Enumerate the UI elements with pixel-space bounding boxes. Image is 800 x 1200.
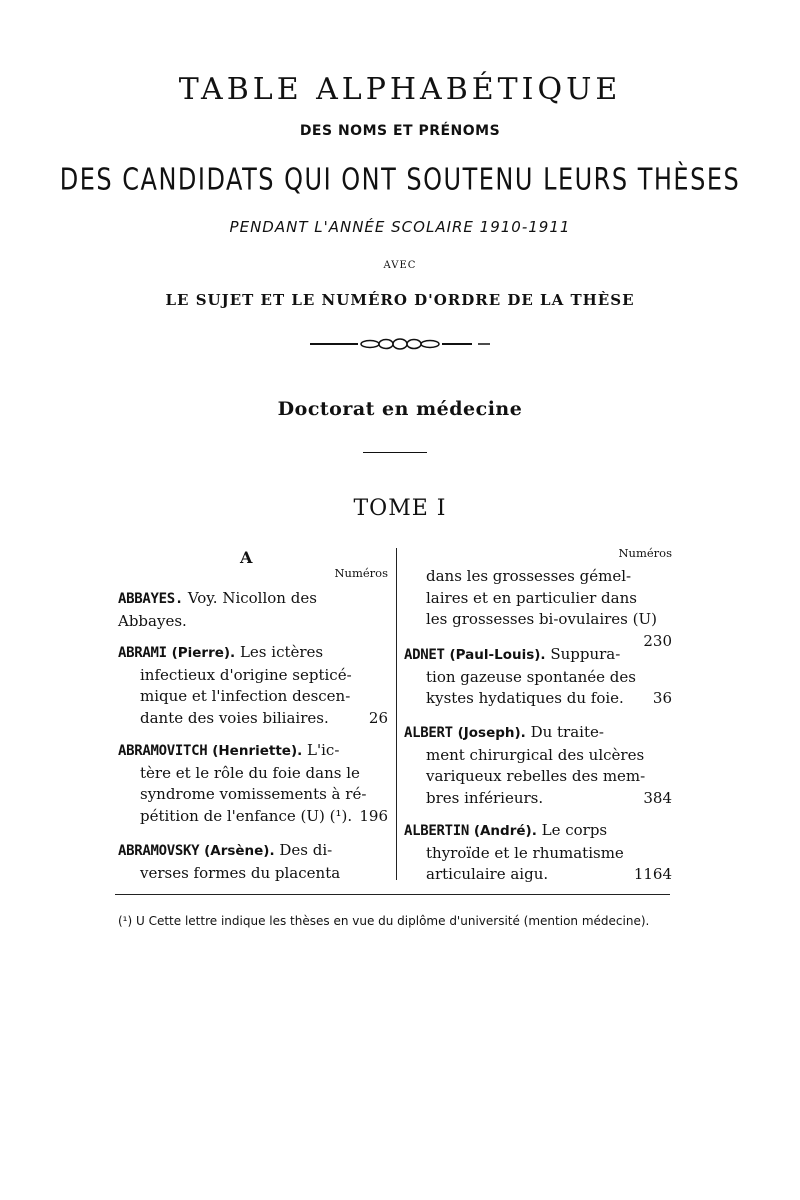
entry-first-name: (Pierre). [171, 645, 236, 661]
entry-text: syndrome vomissements à ré- [140, 785, 367, 803]
ornament-icon [300, 333, 500, 355]
entry-albertin [404, 820, 672, 886]
entry-name: ABRAMI [118, 645, 167, 661]
ornament-divider [0, 333, 800, 360]
entry-first-name: (Henriette). [212, 743, 303, 759]
entry-text: Le corps [541, 821, 608, 839]
subtitle-names: DES NOMS ET PRÉNOMS [299, 123, 501, 139]
entry-text: verses formes du placenta [140, 863, 341, 882]
letter-heading: A [240, 548, 253, 567]
entry-text: Du traite- [530, 723, 604, 741]
entry-text: infectieux d'origine septicé- [140, 665, 352, 684]
entry-number: 26 [368, 708, 388, 727]
footnote-rule [115, 894, 670, 895]
entry-abramovsky-continued [404, 566, 672, 652]
entry-text: bres inférieurs. [426, 788, 544, 807]
entry-text: variqueux rebelles des mem- [426, 767, 646, 785]
entry-name: ABRAMOVSKY [118, 843, 200, 859]
entry-name: ABRAMOVITCH [118, 743, 208, 759]
entry-number: 196 [359, 806, 388, 825]
section-heading: Doctorat en médecine [277, 398, 523, 420]
entry-abbayes [118, 588, 388, 632]
entry-name: ALBERT [404, 725, 453, 741]
entry-abramovitch [118, 740, 388, 827]
entry-name: ABBAYES. [118, 591, 184, 607]
entry-adnet [404, 644, 672, 710]
entry-text: pétition de l'enfance (U) (¹). [140, 806, 353, 825]
numeros-label-left: Numéros [334, 566, 388, 580]
section-rule [363, 452, 427, 453]
subtitle-year: PENDANT L'ANNÉE SCOLAIRE 1910-1911 [229, 218, 571, 236]
entry-first-name: (André). [473, 823, 537, 839]
entry-first-name: (Arsène). [204, 843, 275, 859]
entry-name: ADNET [404, 647, 445, 663]
entry-number: 1164 [633, 865, 672, 883]
subtitle-avec: AVEC [383, 260, 417, 271]
entry-abrami [118, 642, 388, 729]
entry-name: ALBERTIN [404, 823, 470, 839]
column-divider [396, 548, 397, 880]
entry-abramovsky [118, 840, 388, 884]
footnote: (¹) U Cette lettre indique les thèses en vue du diplôme d'université (mention médecine). [118, 914, 650, 928]
subtitle-subject: LE SUJET ET LE NUMÉRO D'ORDRE DE LA THÈSE [165, 291, 635, 309]
entry-text: Voy. Nicollon des [187, 589, 317, 607]
entry-text: les grossesses bi-ovulaires (U) [426, 610, 657, 628]
entry-text: tère et le rôle du foie dans le [140, 763, 360, 782]
entry-text: Des di- [279, 841, 333, 859]
entry-text: Abbayes. [118, 611, 187, 630]
entry-text: Suppura- [550, 645, 621, 663]
numeros-label-right: Numéros [618, 546, 672, 560]
entry-text: ment chirurgical des ulcères [426, 745, 645, 764]
entry-text: dante des voies biliaires. [140, 708, 329, 727]
entry-text: L'ic- [307, 741, 340, 759]
entry-text: thyroïde et le rhumatisme [426, 843, 624, 862]
entry-text: kystes hydatiques du foie. [426, 689, 624, 707]
entry-text: articulaire aigu. [426, 865, 549, 883]
entry-text: tion gazeuse spontanée des [426, 667, 636, 686]
entry-albert [404, 722, 672, 809]
entry-number: 384 [643, 788, 672, 807]
entry-number: 36 [652, 689, 672, 707]
entry-text: dans les grossesses gémel- [426, 567, 632, 585]
volume-heading: TOME I [353, 496, 447, 521]
entry-first-name: (Joseph). [457, 725, 526, 741]
entry-text: mique et l'infection descen- [140, 687, 351, 705]
page-title: TABLE ALPHABÉTIQUE [178, 72, 622, 107]
entry-text: Les ictères [239, 643, 324, 661]
entry-first-name: (Paul-Louis). [449, 647, 546, 663]
entry-number: 230 [643, 631, 672, 650]
subtitle-candidates: DES CANDIDATS QUI ONT SOUTENU LEURS THÈSES [59, 162, 741, 197]
entry-text: laires et en particulier dans [426, 588, 637, 607]
